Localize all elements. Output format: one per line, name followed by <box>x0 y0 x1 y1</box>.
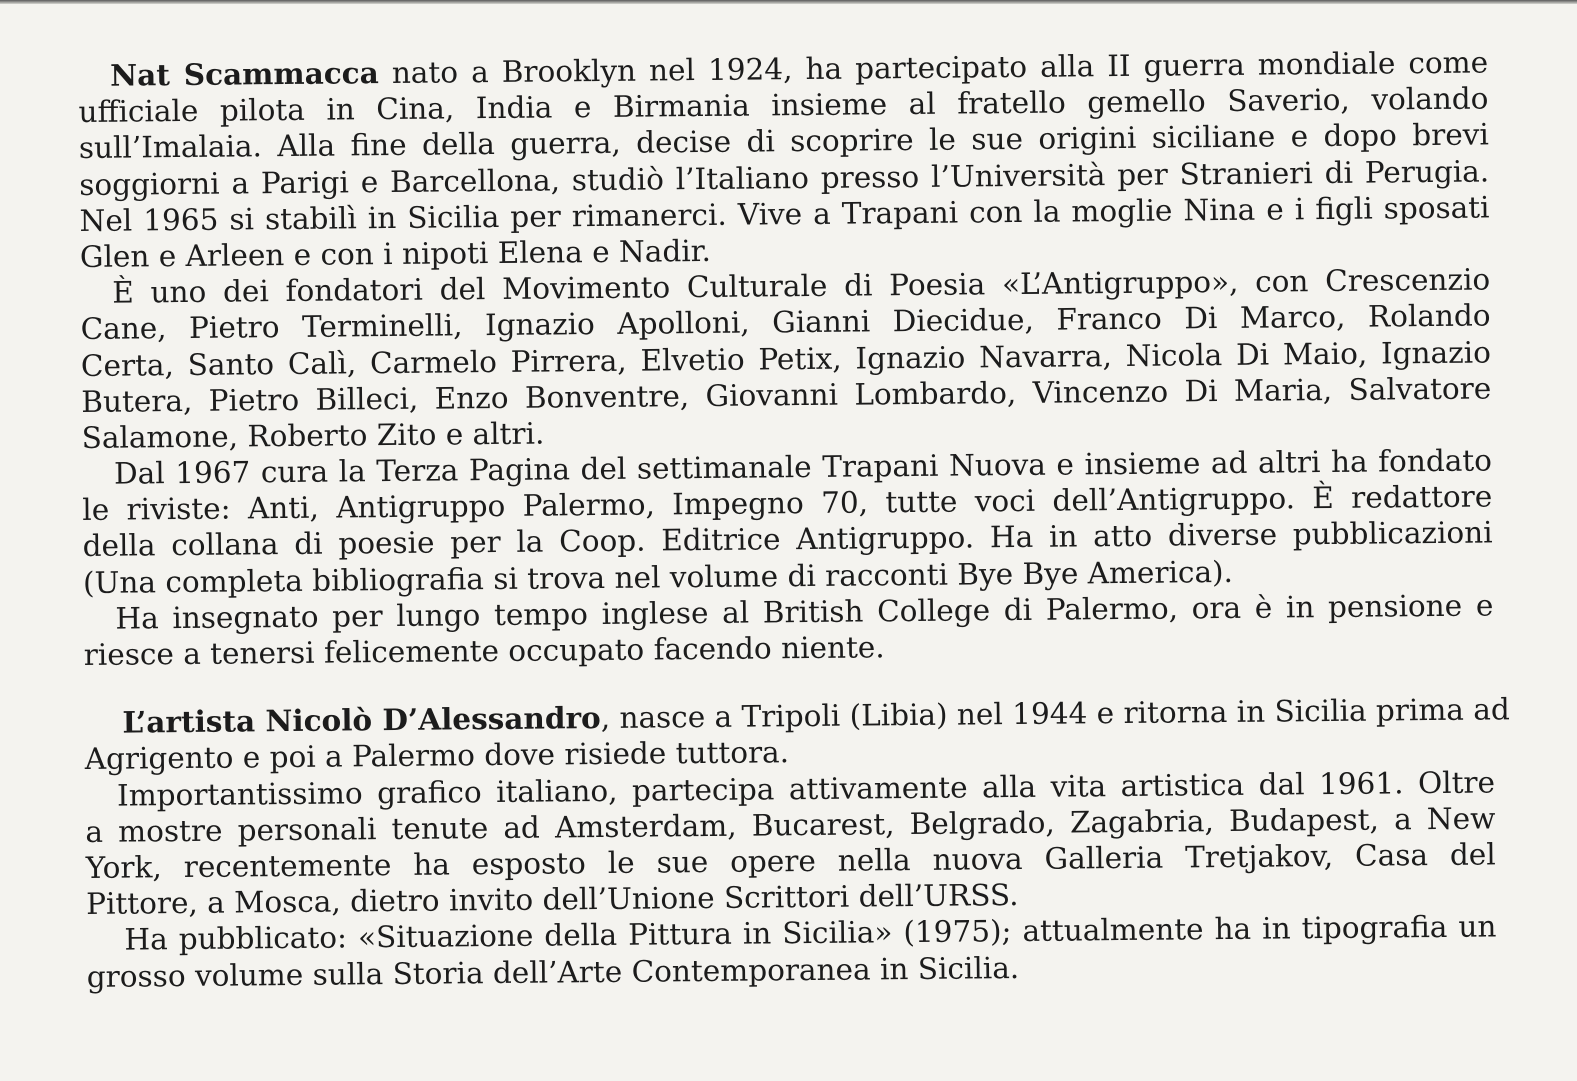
text-line: Pittore, a Mosca, dietro invito dell’Unione Scrittori dell’URSS. <box>85 878 1019 922</box>
text-line: a mostre personali tenute ad Amsterdam, Bucarest, Belgrado, Zagabria, Budapest, a New <box>85 801 1496 849</box>
text-line: Butera, Pietro Billeci, Enzo Bonventre, Giovanni Lombardo, Vincenzo Di Maria, Salvatore <box>81 371 1492 419</box>
text-line: le riviste: Anti, Antigruppo Palermo, Impegno 70, tutte voci dell’Antigruppo. È redattore <box>82 479 1493 528</box>
text-line: Importantissimo grafico italiano, partecipa attivamente alla vita artistica dal 1961. Oltre <box>116 764 1496 813</box>
text-line: Certa, Santo Calì, Carmelo Pirrera, Elvetio Petix, Ignazio Navarra, Nicola Di Maio, Ignazio <box>80 334 1492 383</box>
text-line: L’artista Nicolò D’Alessandro, nasce a Tripoli (Libia) nel 1944 e ritorna in Sicilia prima ad <box>122 692 1510 740</box>
biography-nat-scammacca <box>78 44 1494 673</box>
document-page <box>78 44 1510 1047</box>
text-line: Ha insegnato per lungo tempo inglese al British College di Palermo, ora è in pensione e <box>115 588 1494 636</box>
text-line: Salamone, Roberto Zito e altri. <box>81 416 545 455</box>
text-line: Ha pubblicato: «Situazione della Pittura in Sicilia» (1975); attualmente ha in tipografia un <box>124 909 1497 957</box>
biography-nicolo-dalessandro <box>84 692 1510 995</box>
text-line: Nel 1965 si stabilì in Sicilia per rimanerci. Vive a Trapani con la moglie Nina e i figli sposati <box>79 190 1490 238</box>
artist-name: L’artista Nicolò D’Alessandro <box>122 700 601 740</box>
text-line: sull’Imalaia. Alla fine della guerra, decise di scoprire le sue origini siciliane e dopo brevi <box>78 117 1489 166</box>
text-line: della collana di poesie per la Coop. Editrice Antigruppo. Ha in atto diverse pubblicazioni <box>82 515 1493 564</box>
text-line: Nat Scammacca nato a Brooklyn nel 1924, ha partecipato alla II guerra mondiale come <box>109 45 1489 93</box>
page-top-edge <box>0 0 1577 4</box>
text-line: (Una completa bibliografia si trova nel volume di racconti Bye Bye America). <box>82 554 1234 600</box>
text-line: Cane, Pietro Terminelli, Ignazio Apolloni, Gianni Diecidue, Franco Di Marco, Rolando <box>80 298 1491 347</box>
text-line: soggiorni a Parigi e Barcellona, studiò l’Italiano presso l’Università per Stranieri di Perugia. <box>79 154 1490 202</box>
text-line: ufficiale pilota in Cina, India e Birmania insieme al fratello gemello Saverio, volando <box>78 81 1489 130</box>
text-line: riesce a tenersi felicemente occupato facendo niente. <box>83 630 885 672</box>
text-line: Glen e Arleen e con i nipoti Elena e Nadir. <box>79 233 712 274</box>
text-line: È uno dei fondatori del Movimento Culturale di Poesia «L’Antigruppo», con Crescenzio <box>112 262 1491 310</box>
text-line: grosso volume sulla Storia dell’Arte Contemporanea in Sicilia. <box>86 950 1020 994</box>
text-line: York, recentemente ha esposto le sue opere nella nuova Galleria Tretjakov, Casa del <box>85 837 1496 885</box>
author-name: Nat Scammacca <box>109 55 379 93</box>
text-line: Dal 1967 cura la Terza Pagina del settimanale Trapani Nuova e insieme ad altri ha fondato <box>113 443 1493 491</box>
text-line: Agrigento e poi a Palermo dove risiede tuttora. <box>84 735 790 777</box>
